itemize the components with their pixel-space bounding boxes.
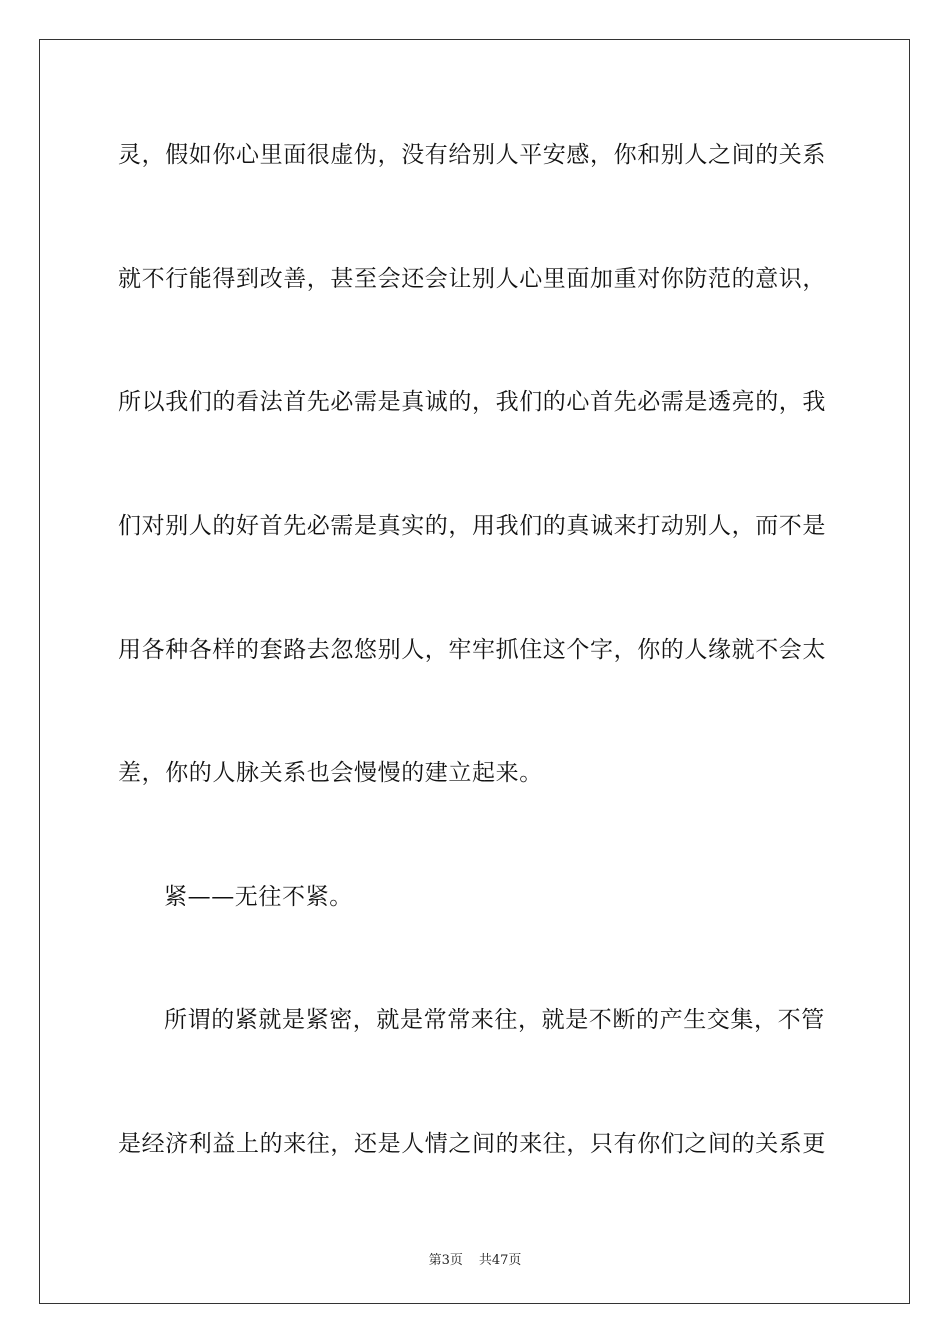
- paragraph-line-7: 所谓的紧就是紧密，就是常常来往，就是不断的产生交集，不管: [164, 1007, 825, 1033]
- paragraph-line-8: 是经济利益上的来往，还是人情之间的来往，只有你们之间的关系更: [118, 1131, 826, 1157]
- page-total: 共47页: [478, 1253, 522, 1268]
- section-heading: 紧——无往不紧。: [164, 884, 353, 910]
- paragraph-line-5: 用各种各样的套路去忽悠别人，牢牢抓住这个字，你的人缘就不会太: [118, 637, 826, 663]
- page-border: [39, 39, 910, 1304]
- paragraph-line-4: 们对别人的好首先必需是真实的，用我们的真诚来打动别人，而不是: [118, 513, 826, 539]
- paragraph-line-3: 所以我们的看法首先必需是真诚的，我们的心首先必需是透亮的，我: [118, 389, 826, 415]
- paragraph-line-1: 灵，假如你心里面很虚伪，没有给别人平安感，你和别人之间的关系: [118, 142, 826, 168]
- page-number: 第3页: [428, 1253, 463, 1268]
- paragraph-line-6: 差，你的人脉关系也会慢慢的建立起来。: [118, 760, 543, 786]
- paragraph-line-2: 就不行能得到改善，甚至会还会让别人心里面加重对你防范的意识，: [118, 266, 826, 292]
- page-footer: [0, 1249, 950, 1268]
